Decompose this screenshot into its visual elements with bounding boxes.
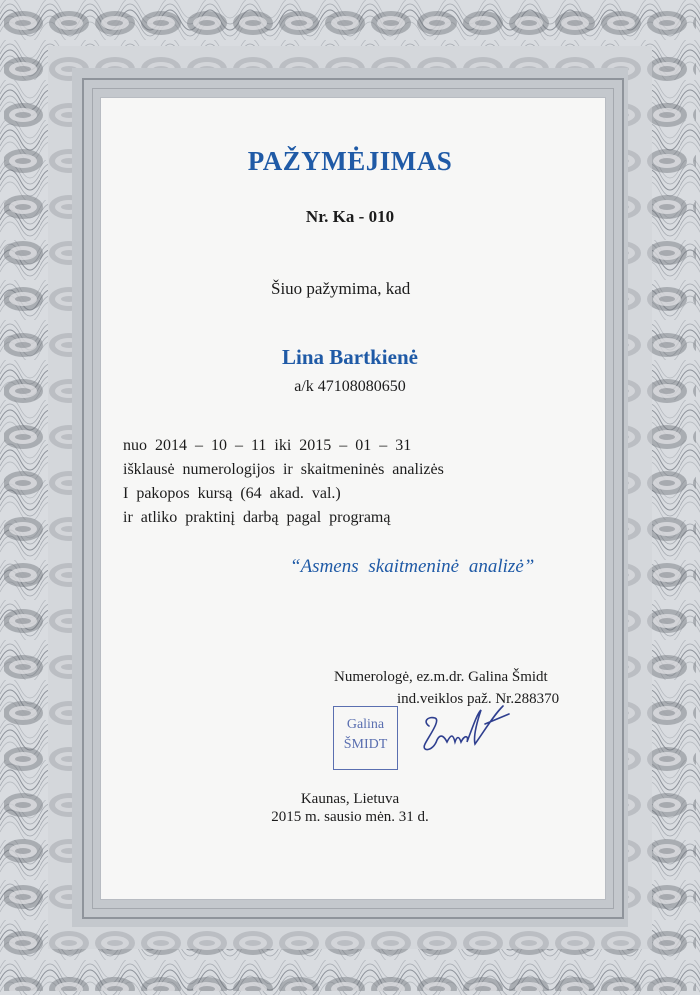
intro-text: Šiuo pažymima, kad (271, 279, 411, 298)
signatory-title: Numerologė, ez.m.dr. Galina Šmidt (334, 669, 548, 685)
practical-work: ir atliko praktinį darbą pagal programą (123, 509, 391, 526)
course-subject: išklausė numerologijos ir skaitmeninės analizės (123, 461, 444, 478)
personal-code: a/k 47108080650 (294, 378, 406, 395)
certificate-title: PAŽYMĖJIMAS (247, 146, 453, 176)
signatory-license: ind.veiklos paž. Nr.288370 (397, 691, 560, 707)
certificate-number: Nr. Ka - 010 (305, 207, 395, 226)
stamp (333, 706, 398, 770)
stamp-line-1: Galina (346, 717, 385, 732)
program-title: “Asmens skaitmeninė analizė” (290, 556, 535, 577)
place: Kaunas, Lietuva (300, 791, 400, 807)
course-dates: nuo 2014 – 10 – 11 iki 2015 – 01 – 31 (123, 437, 412, 454)
course-level: I pakopos kursą (64 akad. val.) (123, 485, 341, 502)
recipient-name: Lina Bartkienė (282, 345, 418, 369)
issue-date: 2015 m. sausio mėn. 31 d. (271, 809, 429, 825)
handwritten-signature (415, 696, 515, 760)
stamp-line-2: ŠMIDT (343, 737, 388, 752)
